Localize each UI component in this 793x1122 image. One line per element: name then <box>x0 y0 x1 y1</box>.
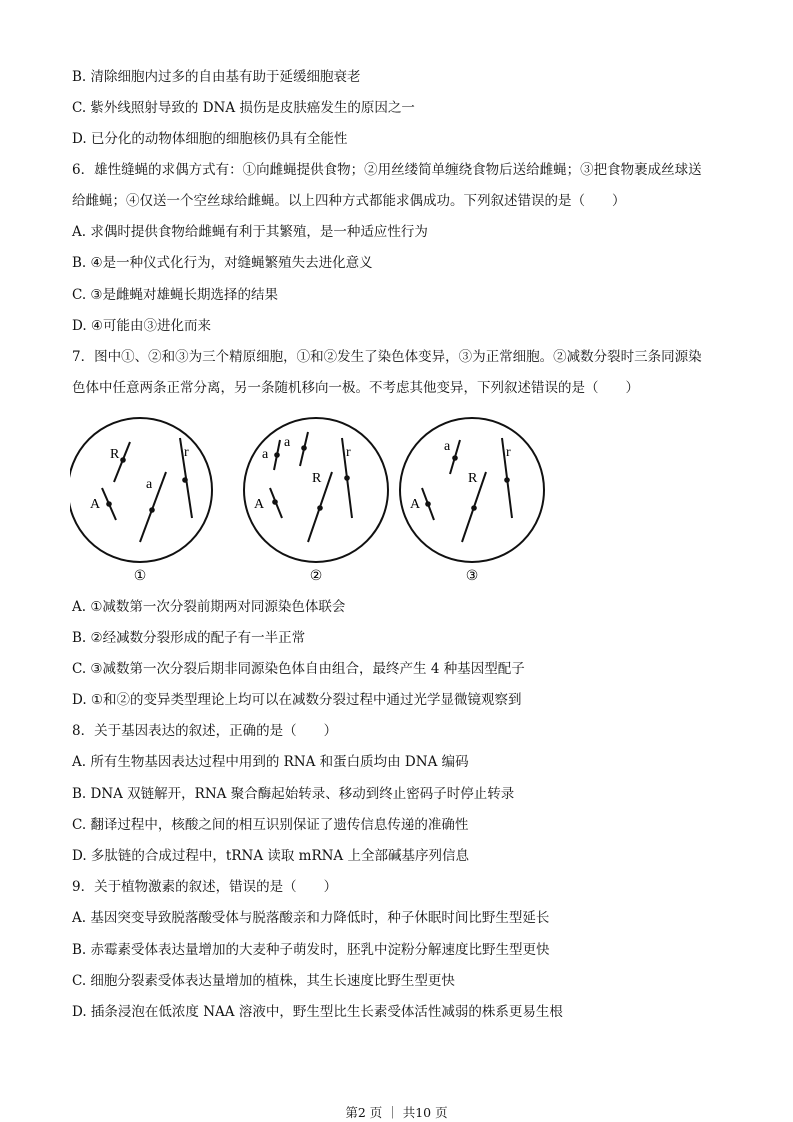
cell-2 <box>244 418 388 584</box>
gene-label: r <box>346 445 351 460</box>
cell-label: ① <box>133 568 147 584</box>
option-7d: D. ①和②的变异类型理论上均可以在减数分裂过程中通过光学显微镜观察到 <box>72 692 522 708</box>
option-8b: B. DNA 双链解开，RNA 聚合酶起始转录、移动到终止密码子时停止转录 <box>72 786 515 802</box>
option-6b: B. ④是一种仪式化行为，对缝蝇繁殖失去进化意义 <box>72 255 373 271</box>
option-5b: B. 清除细胞内过多的自由基有助于延缓细胞衰老 <box>72 69 361 85</box>
page-footer: 第2 页 ｜ 共10 页 <box>345 1105 448 1120</box>
gene-label: a <box>262 447 269 462</box>
gene-label: r <box>184 445 189 460</box>
question-7-stem-line1: 7．图中①、②和③为三个精原细胞，①和②发生了染色体变异，③为正常细胞。②减数分裂时三条同源染 <box>72 349 702 365</box>
gene-label: a <box>146 477 153 492</box>
option-8d: D. 多肽链的合成过程中，tRNA 读取 mRNA 上全部碱基序列信息 <box>72 848 469 864</box>
option-6a: A. 求偶时提供食物给雌蝇有利于其繁殖，是一种适应性行为 <box>72 224 428 240</box>
gene-label: r <box>506 445 511 460</box>
gene-label: A <box>254 497 265 512</box>
option-8c: C. 翻译过程中，核酸之间的相互识别保证了遗传信息传递的准确性 <box>72 817 469 833</box>
option-7c: C. ③减数第一次分裂后期非同源染色体自由组合，最终产生 4 种基因型配子 <box>72 661 525 677</box>
question-7-stem-line2: 色体中任意两条正常分离，另一条随机移向一极。不考虑其他变异，下列叙述错误的是（ ） <box>72 380 639 396</box>
option-5c: C. 紫外线照射导致的 DNA 损伤是皮肤癌发生的原因之一 <box>72 100 415 116</box>
gene-label: R <box>312 471 322 486</box>
cell-label: ② <box>309 568 323 584</box>
chromosome-figure <box>70 410 550 590</box>
gene-label: a <box>444 439 451 454</box>
option-8a: A. 所有生物基因表达过程中用到的 RNA 和蛋白质均由 DNA 编码 <box>72 754 469 770</box>
gene-label: R <box>468 471 478 486</box>
option-9d: D. 插条浸泡在低浓度 NAA 溶液中，野生型比生长素受体活性减弱的株系更易生根 <box>72 1004 563 1020</box>
option-9b: B. 赤霉素受体表达量增加的大麦种子萌发时，胚乳中淀粉分解速度比野生型更快 <box>72 942 550 958</box>
cell-label: ③ <box>465 568 479 584</box>
option-6d: D. ④可能由③进化而来 <box>72 318 212 334</box>
question-8-stem: 8．关于基因表达的叙述，正确的是（ ） <box>72 723 338 739</box>
option-7a: A. ①减数第一次分裂前期两对同源染色体联会 <box>72 599 346 615</box>
question-6-stem-line2: 给雌蝇；④仅送一个空丝球给雌蝇。以上四种方式都能求偶成功。下列叙述错误的是（ ） <box>72 193 626 209</box>
cell-1 <box>70 418 212 584</box>
gene-label: R <box>110 447 120 462</box>
gene-label: A <box>90 497 101 512</box>
gene-label: A <box>410 497 421 512</box>
option-5d: D. 已分化的动物体细胞的细胞核仍具有全能性 <box>72 131 348 147</box>
question-9-stem: 9．关于植物激素的叙述，错误的是（ ） <box>72 879 338 895</box>
option-6c: C. ③是雌蝇对雄蝇长期选择的结果 <box>72 287 279 303</box>
cell-3 <box>400 418 544 584</box>
gene-label: a <box>284 435 291 450</box>
question-6-stem-line1: 6．雄性缝蝇的求偶方式有：①向雌蝇提供食物；②用丝缕简单缠绕食物后送给雌蝇；③把食物裹成丝球送 <box>72 162 702 178</box>
option-9a: A. 基因突变导致脱落酸受体与脱落酸亲和力降低时，种子休眠时间比野生型延长 <box>72 910 550 926</box>
option-9c: C. 细胞分裂素受体表达量增加的植株，其生长速度比野生型更快 <box>72 973 455 989</box>
option-7b: B. ②经减数分裂形成的配子有一半正常 <box>72 630 306 646</box>
